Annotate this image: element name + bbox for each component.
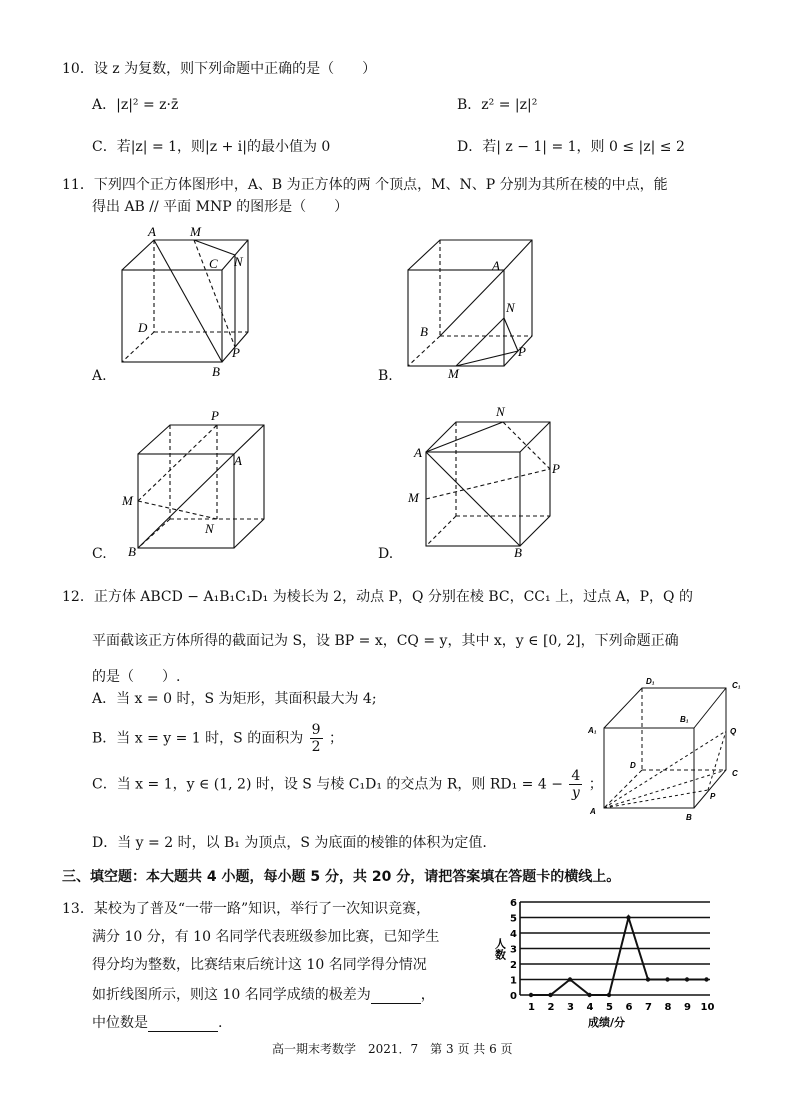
x-tick-label: 6 — [625, 1002, 633, 1013]
y-tick-label: 3 — [510, 944, 517, 956]
fig-c-label-p: P — [211, 408, 219, 423]
y-tick-label: 1 — [510, 975, 517, 987]
fig-d-option: D. — [378, 546, 394, 562]
q12-label-c1: C₁ — [732, 681, 741, 690]
q12-label-b: B — [686, 813, 692, 822]
fig-a-option: A. — [92, 368, 107, 384]
chart-series-line — [531, 918, 707, 996]
section-3-heading: 三、填空题：本大题共 4 小题，每小题 5 分，共 20 分，请把答案填在答题卡的横线上。 — [62, 869, 621, 885]
data-point — [529, 993, 533, 997]
fig-d-label-b: B — [514, 545, 522, 560]
data-point — [665, 977, 669, 981]
fig-d-label-m: M — [408, 490, 419, 505]
x-tick-label: 8 — [664, 1002, 672, 1013]
x-tick-label: 3 — [567, 1002, 574, 1013]
q10-option-b: B．z² = |z|² — [457, 97, 538, 113]
q12-c-end: ； — [588, 776, 603, 793]
fig-c-label-n: N — [205, 521, 214, 536]
q12-label-d1: D₁ — [646, 677, 655, 686]
q12-label-q: Q — [730, 727, 737, 736]
q12-label-c: C — [732, 769, 738, 778]
fig-a-label-c: C — [209, 256, 218, 271]
y-tick-label: 2 — [510, 960, 517, 971]
fig-b-label-n: N — [506, 300, 515, 315]
q12-c-denominator: y — [571, 785, 580, 801]
q10-stem: 10．设 z 为复数，则下列命题中正确的是（ ） — [62, 61, 377, 77]
q11-stem-line2: 得出 AB // 平面 MNP 的图形是（ ） — [92, 199, 349, 215]
page-footer: 高一期末考数学 2021．7 第 3 页 共 6 页 — [272, 1042, 513, 1056]
fig-a-label-d: D — [138, 320, 148, 335]
fig-c-option: C. — [92, 546, 107, 562]
q12-option-d: D．当 y = 2 时，以 B₁ 为顶点，S 为底面的棱锥的体积为定值. — [92, 835, 487, 851]
q10-option-c: C．若|z| = 1，则|z + i|的最小值为 0 — [92, 139, 331, 155]
fig-d-label-a: A — [414, 445, 422, 460]
y-tick-label: 5 — [510, 913, 517, 925]
fig-b-option: B. — [378, 368, 393, 384]
q12-c-numerator: 4 — [571, 768, 581, 784]
q12-option-a: A．当 x = 0 时，S 为矩形，其面积最大为 4; — [92, 691, 377, 707]
x-tick-label: 10 — [700, 1002, 715, 1013]
q12-b-end: ； — [329, 730, 344, 747]
q12-label-p: P — [710, 792, 716, 801]
data-point — [704, 977, 708, 981]
q13-line5-end: . — [218, 1015, 223, 1031]
q13-line1: 13．某校为了普及“一带一路”知识，举行了一次知识竞赛， — [62, 901, 431, 917]
fig-b-label-b: B — [420, 324, 428, 339]
y-tick-label: 4 — [510, 929, 517, 940]
data-point — [607, 993, 611, 997]
q11-stem-line1: 11．下列四个正方体图形中，A、B 为正方体的两 个顶点，M、N、P 分别为其所在棱的中点，能 — [62, 177, 668, 193]
fig-a-label-n: N — [234, 254, 243, 269]
q13-line5-text: 中位数是 — [92, 1015, 148, 1031]
q12-b-text: B．当 x = y = 1 时，S 的面积为 — [92, 730, 304, 747]
chart-x-label: 成绩/分 — [588, 1016, 626, 1029]
data-point — [548, 993, 552, 997]
fig-b-label-p: P — [518, 344, 526, 359]
x-tick-label: 9 — [684, 1002, 691, 1013]
x-tick-label: 4 — [586, 1002, 594, 1013]
fig-c-label-a: A — [234, 453, 242, 468]
fig-b-label-m: M — [448, 366, 459, 381]
chart-x-ticks — [528, 1002, 714, 1013]
fig-a-label-p: P — [232, 345, 240, 360]
q10-option-d: D．若| z − 1| = 1，则 0 ≤ |z| ≤ 2 — [457, 139, 685, 155]
data-point — [626, 915, 630, 919]
data-point — [568, 977, 572, 981]
q12-label-a: A — [590, 807, 596, 816]
q12-b-numerator: 9 — [311, 722, 321, 738]
fig-a-label-m: M — [190, 224, 201, 239]
fig-c-label-b: B — [128, 544, 136, 559]
y-tick-label: 0 — [510, 991, 517, 1002]
q12-stem-line3: 的是（ ）. — [92, 669, 181, 685]
q12-stem-line1: 12．正方体 ABCD − A₁B₁C₁D₁ 为棱长为 2，动点 P，Q 分别在棱 BC，CC₁ 上，过点 A，P，Q 的 — [62, 589, 693, 605]
q12-label-d: D — [630, 761, 636, 770]
data-point — [587, 993, 591, 997]
q12-label-a1: A₁ — [588, 726, 597, 735]
fig-d-label-p: P — [552, 461, 560, 476]
fig-c-label-m: M — [122, 493, 133, 508]
x-tick-label: 1 — [528, 1002, 535, 1013]
x-tick-label: 2 — [547, 1002, 555, 1013]
q12-label-b1: B₁ — [680, 715, 689, 724]
data-point — [646, 977, 650, 981]
q13-line4-end: ， — [420, 987, 435, 1003]
fig-d-label-n: N — [496, 404, 505, 419]
y-tick-label: 6 — [510, 898, 517, 909]
fig-b-label-a: A — [492, 258, 500, 273]
x-tick-label: 7 — [645, 1002, 652, 1013]
chart-y-ticks — [510, 898, 517, 1002]
fig-a-label-a: A — [148, 224, 156, 239]
fig-a-label-b: B — [212, 364, 220, 379]
chart-y-label: 人数 — [493, 938, 507, 960]
q10-option-a: A．|z|² = z·z̄ — [92, 97, 179, 113]
q12-b-denominator: 2 — [311, 739, 321, 755]
q13-line4-text: 如折线图所示，则这 10 名同学成绩的极差为 — [92, 987, 371, 1003]
q12-stem-line2: 平面截该正方体所得的截面记为 S，设 BP = x，CQ = y，其中 x，y ∈ [0, 2]，下列命题正确 — [92, 633, 679, 649]
q13-line3: 得分均为整数，比赛结束后统计这 10 名同学得分情况 — [92, 957, 427, 973]
q12-c-text: C．当 x = 1，y ∈ (1, 2) 时，设 S 与棱 C₁D₁ 的交点为 R，则 RD₁ = 4 − — [92, 776, 563, 793]
q13-line2: 满分 10 分，有 10 名同学代表班级参加比赛，已知学生 — [92, 929, 440, 945]
chart-grid — [520, 902, 710, 995]
x-tick-label: 5 — [606, 1002, 613, 1013]
data-point — [685, 977, 689, 981]
